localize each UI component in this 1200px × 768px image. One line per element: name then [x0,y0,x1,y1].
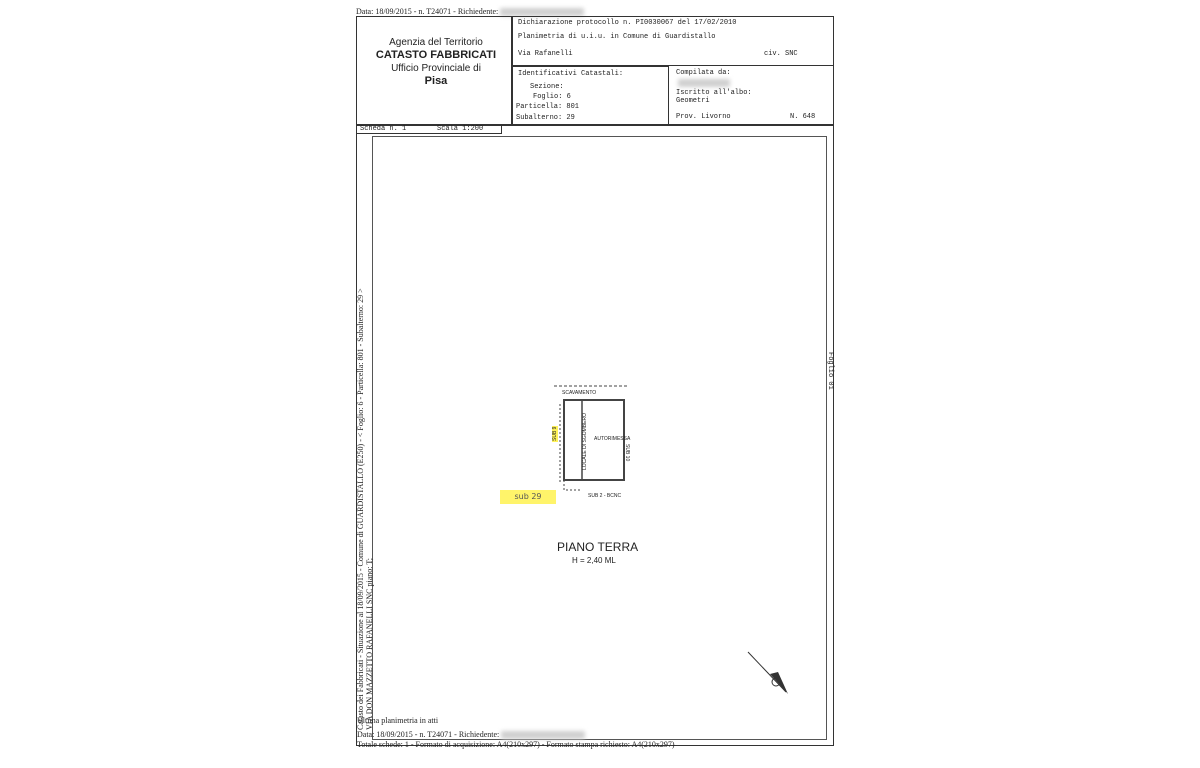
scale-label: Scala 1:200 [437,125,484,133]
particella-field: Particella: 801 [516,103,580,111]
scheda-number: Scheda n. 1 [360,125,407,133]
right-margin-label: Foglio 01 [826,352,834,390]
floor-title: PIANO TERRA [557,540,639,554]
north-arrow-icon [744,648,794,698]
protocol-declaration: Dichiarazione protocollo n. PI0030067 del 17/02/2010 [518,19,737,27]
agency-block [356,36,516,88]
albo-number: N. 648 [790,113,816,121]
side-caption-block [356,288,374,730]
top-header-line [356,7,584,16]
plan-left-sub-marker: SUB 9 [552,426,558,441]
foglio-field: Foglio: 6 [533,93,571,101]
agency-name: Agenzia del Territorio [389,37,483,48]
iscritto-label: Iscritto all'albo: [676,89,752,97]
highlighted-note: sub 29 [500,490,556,504]
sezione-field: Sezione: [530,83,564,91]
plan-room-garage: AUTORIMESSA [594,436,631,442]
plan-bottom-boundary [564,480,582,490]
redacted-requester-footer [501,731,585,739]
footer-totals: Totale schede: 1 - Formato di acquisizione: A4(210x297) - Formato stampa richiesto: A4(210x297) [357,740,675,749]
footer-data-text: Data: 18/09/2015 - n. T24071 - Richiedente: [357,730,500,739]
footer-data-line [357,730,585,739]
planimetria-line: Planimetria di u.i.u. in Comune di Guardistallo [518,33,716,41]
floor-height: H = 2,40 ML [572,556,616,565]
albo-value: Geometri [676,97,710,105]
plan-bottom-sub: SUB 2 - BCNC [588,493,622,499]
address-civic: civ. SNC [764,50,798,58]
catasto-title: CATASTO FABBRICATI [375,49,497,61]
province-name: Pisa [424,75,448,87]
subalterno-field: Subalterno: 29 [516,114,575,122]
side-caption-line2: VIA DON MAZZETTO RAFANELLI SNC piano: T; [365,558,374,730]
plan-room-storage: LOCALE DI SGOMBERO [582,413,588,470]
ufficio-label: Ufficio Provinciale di [391,63,481,74]
address-street: Via Rafanelli [518,50,573,58]
redacted-compiler [678,79,730,87]
province-field: Prov. Livorno [676,113,731,121]
top-header-text: Data: 18/09/2015 - n. T24071 - Richiedente: [356,7,499,16]
identificativi-title: Identificativi Catastali: [518,70,624,78]
compilata-label: Compilata da: [676,69,731,77]
plan-top-label: SCAVAMENTO [562,390,597,396]
redacted-requester [500,8,584,16]
plan-right-sub: SUB 10 [624,444,630,462]
last-plan-note: Ultima planimetria in atti [357,716,439,725]
side-caption-line1: Catasto dei Fabbricati - Situazione al 18/09/2015 - Comune di GUARDISTALLO (E250) - < Foglio: 6 - Particella: 801 - Subalterno: 29 > [356,288,365,730]
